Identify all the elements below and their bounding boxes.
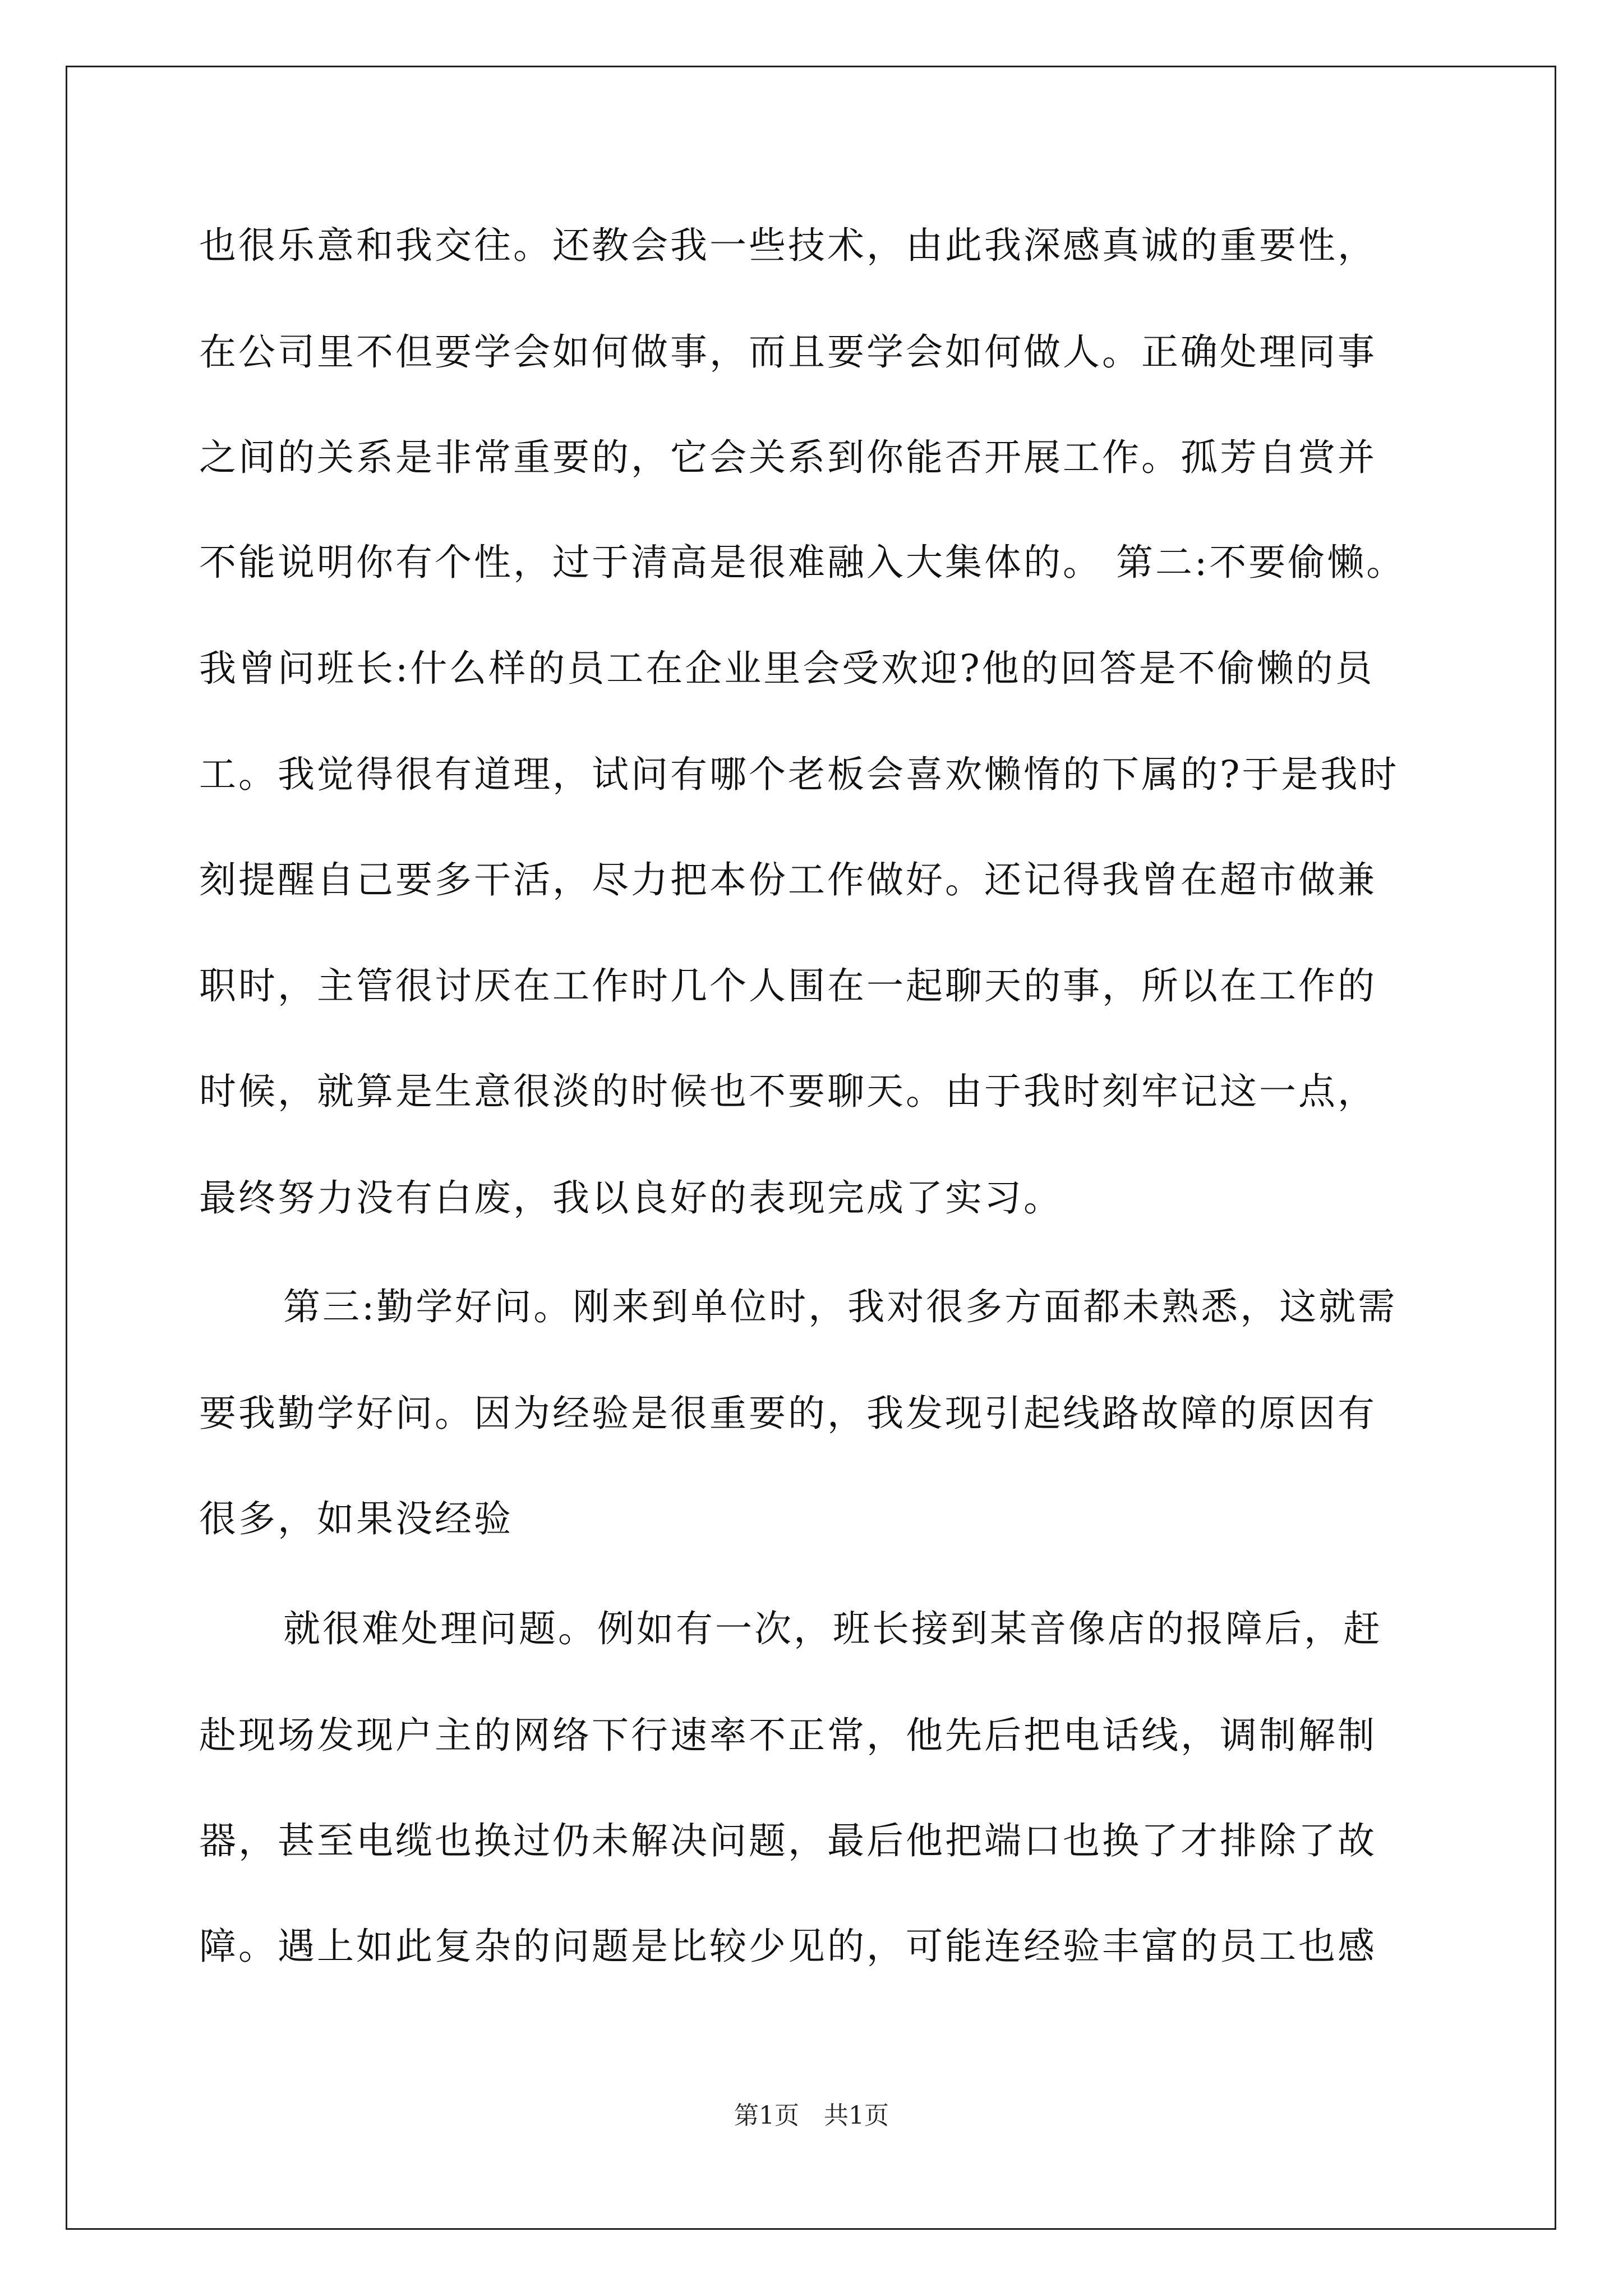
paragraph-3-line-4: 障。遇上如此复杂的问题是比较少见的，可能连经验丰富的员工也感 [199, 1925, 1377, 1968]
paragraph-2-line-2: 要我勤学好问。因为经验是很重要的，我发现引起线路故障的原因有 [199, 1392, 1377, 1435]
paragraph-3-line-3: 器，甚至电缆也换过仍未解决问题，最后他把端口也换了才排除了故 [199, 1819, 1377, 1862]
paragraph-1-line-9: 时候，就算是生意很淡的时候也不要聊天。由于我时刻牢记这一点， [199, 1070, 1377, 1113]
paragraph-2-line-1: 第三:勤学好问。刚来到单位时，我对很多方面都未熟悉，这就需 [283, 1285, 1398, 1328]
paragraph-1-line-4: 不能说明你有个性，过于清高是很难融入大集体的。 第二:不要偷懒。 [199, 541, 1406, 584]
paragraph-1-line-5: 我曾问班长:什么样的员工在企业里会受欢迎?他的回答是不偷懒的员 [199, 647, 1375, 690]
paragraph-2-line-3: 很多，如果没经验 [199, 1497, 513, 1540]
page-footer: 第1页 共1页 [734, 2101, 889, 2130]
paragraph-3-line-1: 就很难处理问题。例如有一次，班长接到某音像店的报障后，赶 [283, 1607, 1382, 1650]
paragraph-1-line-10: 最终努力没有白废，我以良好的表现完成了实习。 [199, 1176, 1063, 1220]
page-border [66, 66, 1556, 2230]
paragraph-1-line-3: 之间的关系是非常重要的，它会关系到你能否开展工作。孤芳自赏并 [199, 436, 1377, 479]
paragraph-1-line-7: 刻提醒自己要多干活，尽力把本份工作做好。还记得我曾在超市做兼 [199, 858, 1377, 901]
paragraph-1-line-8: 职时，主管很讨厌在工作时几个人围在一起聊天的事，所以在工作的 [199, 964, 1377, 1007]
paragraph-1-line-1: 也很乐意和我交往。还教会我一些技术，由此我深感真诚的重要性， [199, 224, 1377, 267]
paragraph-1-line-6: 工。我觉得很有道理，试问有哪个老板会喜欢懒惰的下属的?于是我时 [199, 753, 1399, 796]
paragraph-1-line-2: 在公司里不但要学会如何做事，而且要学会如何做人。正确处理同事 [199, 330, 1377, 374]
paragraph-3-line-2: 赴现场发现户主的网络下行速率不正常，他先后把电话线，调制解制 [199, 1714, 1377, 1757]
